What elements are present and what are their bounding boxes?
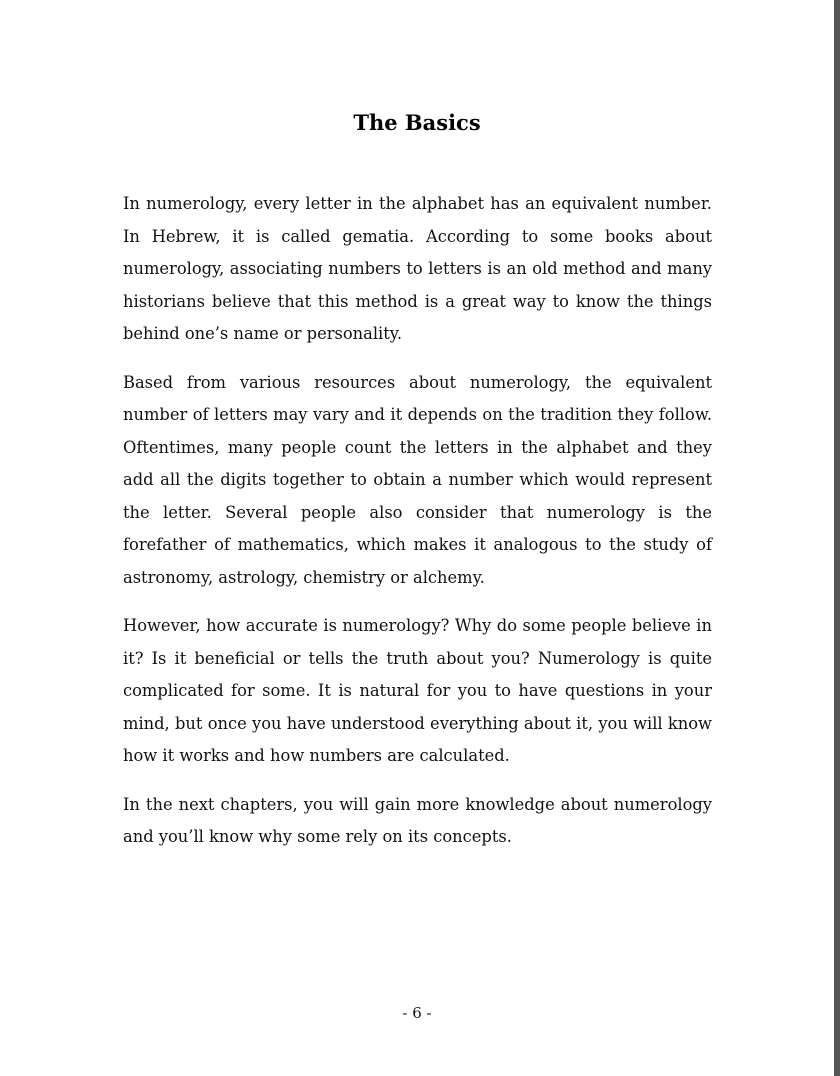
page-edge-divider	[834, 0, 840, 1076]
page-body	[123, 188, 712, 870]
paragraph-2: Based from various resources about numerology, the equivalent number of letters may vary and it depends on the tradition they follow. Oftentimes, many people count the letters in the alphabet and they add all the digits together to obtain a number which would represent the letter. Several people also consider that numerology is the forefather of mathematics, which makes it analogous to the study of astronomy, astrology, chemistry or alchemy.	[123, 372, 712, 587]
paragraph-3: However, how accurate is numerology? Why do some people believe in it? Is it beneficial or tells the truth about you? Numerology is quite complicated for some. It is natural for you to have questions in your mind, but once you have understood everything about it, you will know how it works and how numbers are calculated.	[123, 616, 712, 765]
page-title: The Basics	[353, 110, 481, 135]
page-number: - 6 -	[402, 1004, 432, 1022]
paragraph-1: In numerology, every letter in the alphabet has an equivalent number. In Hebrew, it is called gematia. According to some books about numerology, associating numbers to letters is an old method and many historians believe that this method is a great way to know the things behind one’s name or personality.	[123, 194, 712, 343]
paragraph-4: In the next chapters, you will gain more knowledge about numerology and you’ll know why some rely on its concepts.	[123, 794, 712, 846]
